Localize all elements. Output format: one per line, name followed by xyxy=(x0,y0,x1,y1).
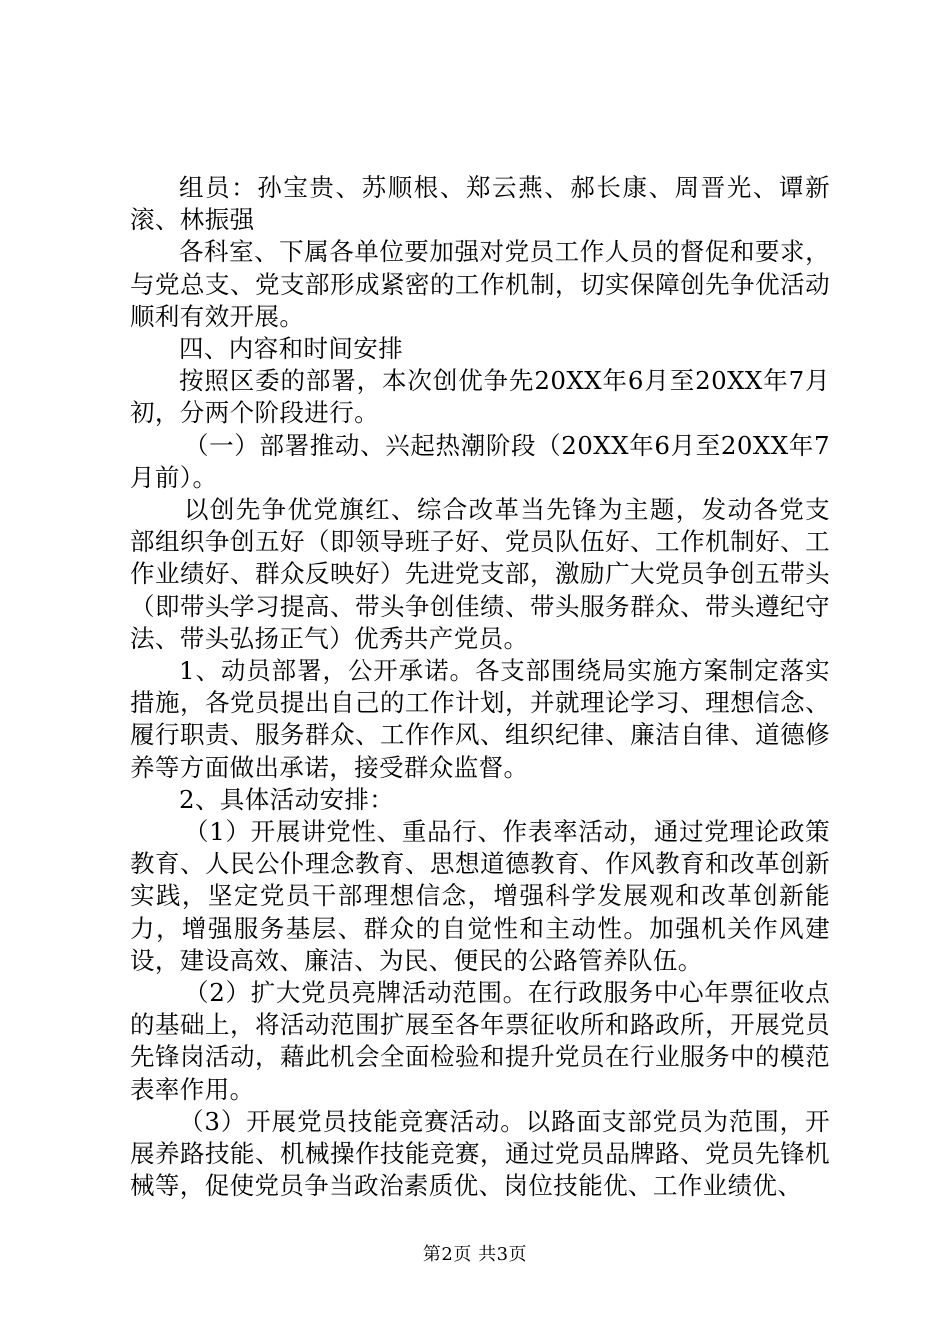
paragraph-activity-arrangement: 2、具体活动安排： xyxy=(179,784,395,814)
list-item-activity-2: （2）扩大党员亮牌活动范围。在行政服务中心年票征收点的基础上，将活动范围扩展至各年票征收所和路政所，开展党员先锋岗活动，藉此机会全面检验和提升党员在行业服务中的模范表率作用。 xyxy=(130,978,830,1104)
list-item-activity-1: （1）开展讲党性、重品行、作表率活动，通过党理论政策教育、人民公仆理念教育、思想道德教育、作风教育和改革创新实践，坚定党员干部理想信念，增强科学发展观和改革创新能力，增强服务基层、群众的自觉性和主动性。加强机关作风建设，建设高效、廉洁、为民、便民的公路管养队伍。 xyxy=(130,817,830,975)
paragraph-mobilization: 1、动员部署，公开承诺。各支部围绕局实施方案制定落实措施，各党员提出自己的工作计划，并就理论学习、理想信念、履行职责、服务群众、工作作风、组织纪律、廉洁自律、道德修养等方面做出承诺，接受群众监督。 xyxy=(130,656,830,782)
section-heading-content-schedule: 四、内容和时间安排 xyxy=(179,334,404,364)
paragraph-deployment: 按照区委的部署，本次创优争先20XX年6月至20XX年7月初，分两个阶段进行。 xyxy=(130,366,830,428)
subsection-heading-stage-one: （一）部署推动、兴起热潮阶段（20XX年6月至20XX年7月前）。 xyxy=(130,430,830,492)
list-item-activity-3: （3）开展党员技能竞赛活动。以路面支部党员为范围，开展养路技能、机械操作技能竞赛，通过党员品牌路、党员先锋机械等，促使党员争当政治素质优、岗位技能优、工作业绩优、 xyxy=(130,1106,830,1201)
paragraph-work-mechanism: 各科室、下属各单位要加强对党员工作人员的督促和要求，与党总支、党支部形成紧密的工作机制，切实保障创先争优活动顺利有效开展。 xyxy=(130,237,830,331)
paragraph-team-members: 组员：孙宝贵、苏顺根、郑云燕、郝长康、周晋光、谭新滚、林振强 xyxy=(130,173,830,235)
document-body xyxy=(130,172,830,1203)
paragraph-theme: 以创先争优党旗红、综合改革当先锋为主题，发动各党支部组织争创五好（即领导班子好、党员队伍好、工作机制好、工作业绩好、群众反映好）先进党支部，激励广大党员争创五带头（即带头学习提高、带头争创佳绩、带头服务群众、带头遵纪守法、带头弘扬正气）优秀共产党员。 xyxy=(130,495,830,653)
page-number-footer: 第2页 共3页 xyxy=(422,1244,528,1265)
